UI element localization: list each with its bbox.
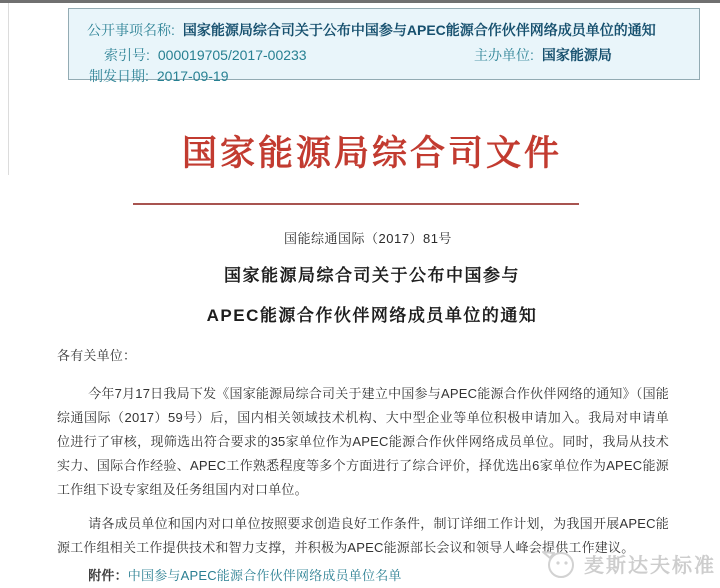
salutation: 各有关单位： — [57, 348, 137, 363]
paragraph-1: 今年7月17日我局下发《国家能源局综合司关于建立中国参与APEC能源合作伙伴网络的通知》（国能综通国际（2017）59号）后，国内相关领域技术机构、大中型企业等单位积极申请加入。我局对申请单位进行了审核，现筛选出符合要求的35家单位作为APEC能源合作伙伴网络成员单位。同时，我局从技术实力、国际合作经验、APEC工作熟悉程度等多个方面进行了综合评价，择优选出6家单位作为APEC能源工作组下设专家组及任务组国内对口单位。 — [57, 386, 669, 497]
host-unit-label: 主办单位: — [474, 47, 534, 63]
document-number: 国能综通国际（2017）81号 — [284, 231, 452, 246]
public-item-name-value: 国家能源局综合司关于公布中国参与APEC能源合作伙伴网络成员单位的通知 — [182, 22, 656, 38]
letterhead-divider — [133, 203, 579, 205]
issue-date-value: 2017-09-19 — [156, 68, 229, 84]
attachment-label: 附件： — [88, 568, 128, 583]
public-item-name-label: 公开事项名称: — [87, 22, 175, 38]
info-row-index — [104, 45, 612, 65]
left-border-line — [8, 3, 9, 175]
attachment-line — [57, 564, 669, 588]
notice-title-line1: 国家能源局综合司关于公布中国参与 — [224, 266, 520, 285]
attachment-link[interactable]: 中国参与APEC能源合作伙伴网络成员单位名单 — [127, 568, 402, 583]
paragraph-2: 请各成员单位和国内对口单位按照要求创造良好工作条件，制订详细工作计划，为我国开展APEC能源工作组相关工作提供技术和智力支撑，并积极为APEC能源部长会议和领导人峰会提供工作建议。 — [57, 516, 669, 555]
info-row-public-item — [87, 20, 656, 40]
info-pair-host-unit — [474, 45, 612, 65]
host-unit-value: 国家能源局 — [541, 47, 612, 63]
notice-title-line2: APEC能源合作伙伴网络成员单位的通知 — [206, 306, 538, 325]
letterhead-title: 国家能源局综合司文件 — [181, 134, 562, 173]
watermark-text: 麦斯达夫标准 — [584, 554, 716, 577]
top-border-line — [0, 0, 720, 3]
notice-body — [57, 344, 669, 588]
document-info-box — [68, 8, 700, 84]
index-number-value: 000019705/2017-00233 — [157, 47, 307, 63]
info-row-issue-date — [89, 66, 229, 86]
issue-date-label: 制发日期: — [89, 68, 149, 84]
index-number-label: 索引号: — [104, 47, 150, 63]
